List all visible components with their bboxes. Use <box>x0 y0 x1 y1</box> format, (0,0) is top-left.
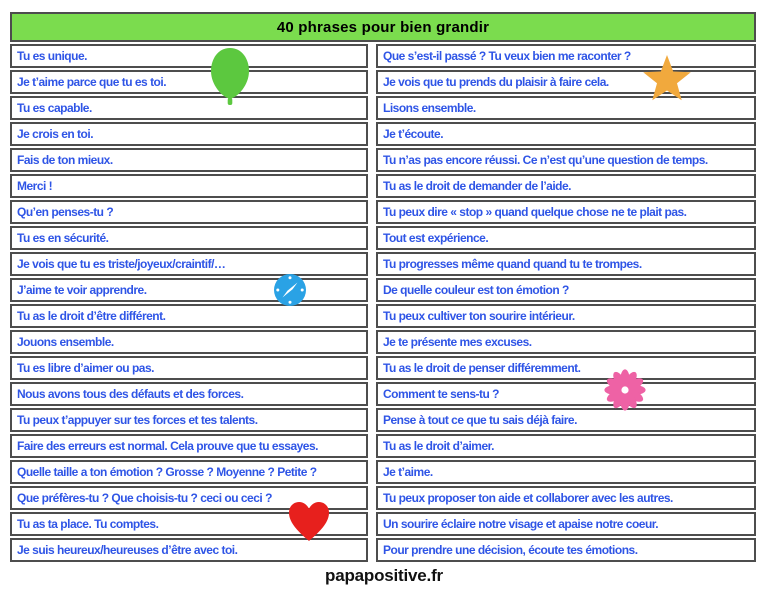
phrase-cell: De quelle couleur est ton émotion ? <box>376 278 756 302</box>
page-title: 40 phrases pour bien grandir <box>276 18 490 36</box>
phrase-cell: Je t’écoute. <box>376 122 756 146</box>
phrase-cell: Que préfères-tu ? Que choisis-tu ? ceci ou ceci ? <box>10 486 368 510</box>
phrase-cell: Tu peux cultiver ton sourire intérieur. <box>376 304 756 328</box>
phrase-cell: Tu peux proposer ton aide et collaborer avec les autres. <box>376 486 756 510</box>
phrase-cell: Tu as ta place. Tu comptes. <box>10 512 368 536</box>
phrase-cell: Fais de ton mieux. <box>10 148 368 172</box>
phrase-cell: Je vois que tu prends du plaisir à faire cela. <box>376 70 756 94</box>
phrase-grid <box>10 44 756 562</box>
phrase-cell: Tu es en sécurité. <box>10 226 368 250</box>
phrase-cell: Jouons ensemble. <box>10 330 368 354</box>
footer-url: papapositive.fr <box>325 566 443 585</box>
phrase-cell: Tu es capable. <box>10 96 368 120</box>
phrase-cell: Que s’est-il passé ? Tu veux bien me raconter ? <box>376 44 756 68</box>
phrase-cell: Pour prendre une décision, écoute tes émotions. <box>376 538 756 562</box>
phrase-cell: Merci ! <box>10 174 368 198</box>
title-bar <box>10 12 756 42</box>
phrase-cell: Faire des erreurs est normal. Cela prouve que tu essayes. <box>10 434 368 458</box>
phrase-cell: Je suis heureux/heureuses d’être avec toi. <box>10 538 368 562</box>
phrase-cell: Je t’aime. <box>376 460 756 484</box>
phrase-cell: Tu as le droit de demander de l’aide. <box>376 174 756 198</box>
phrase-cell: Tu peux dire « stop » quand quelque chose ne te plait pas. <box>376 200 756 224</box>
phrase-cell: J’aime te voir apprendre. <box>10 278 368 302</box>
phrase-cell: Un sourire éclaire notre visage et apaise notre coeur. <box>376 512 756 536</box>
phrase-cell: Tout est expérience. <box>376 226 756 250</box>
phrase-cell: Tu as le droit d’aimer. <box>376 434 756 458</box>
phrase-cell: Tu progresses même quand quand tu te trompes. <box>376 252 756 276</box>
phrase-cell: Tu n’as pas encore réussi. Ce n’est qu’une question de temps. <box>376 148 756 172</box>
phrase-cell: Tu as le droit de penser différemment. <box>376 356 756 380</box>
phrase-cell: Je crois en toi. <box>10 122 368 146</box>
phrase-cell: Je t’aime parce que tu es toi. <box>10 70 368 94</box>
phrase-cell: Tu es libre d’aimer ou pas. <box>10 356 368 380</box>
phrase-cell: Quelle taille a ton émotion ? Grosse ? Moyenne ? Petite ? <box>10 460 368 484</box>
phrase-cell: Nous avons tous des défauts et des forces. <box>10 382 368 406</box>
phrase-cell: Je te présente mes excuses. <box>376 330 756 354</box>
phrase-cell: Qu’en penses-tu ? <box>10 200 368 224</box>
phrase-cell: Tu peux t’appuyer sur tes forces et tes talents. <box>10 408 368 432</box>
phrase-cell: Tu as le droit d’être différent. <box>10 304 368 328</box>
phrase-cell: Je vois que tu es triste/joyeux/craintif/… <box>10 252 368 276</box>
phrase-cell: Pense à tout ce que tu sais déjà faire. <box>376 408 756 432</box>
phrase-cell: Lisons ensemble. <box>376 96 756 120</box>
phrase-cell: Tu es unique. <box>10 44 368 68</box>
phrase-cell: Comment te sens-tu ? <box>376 382 756 406</box>
